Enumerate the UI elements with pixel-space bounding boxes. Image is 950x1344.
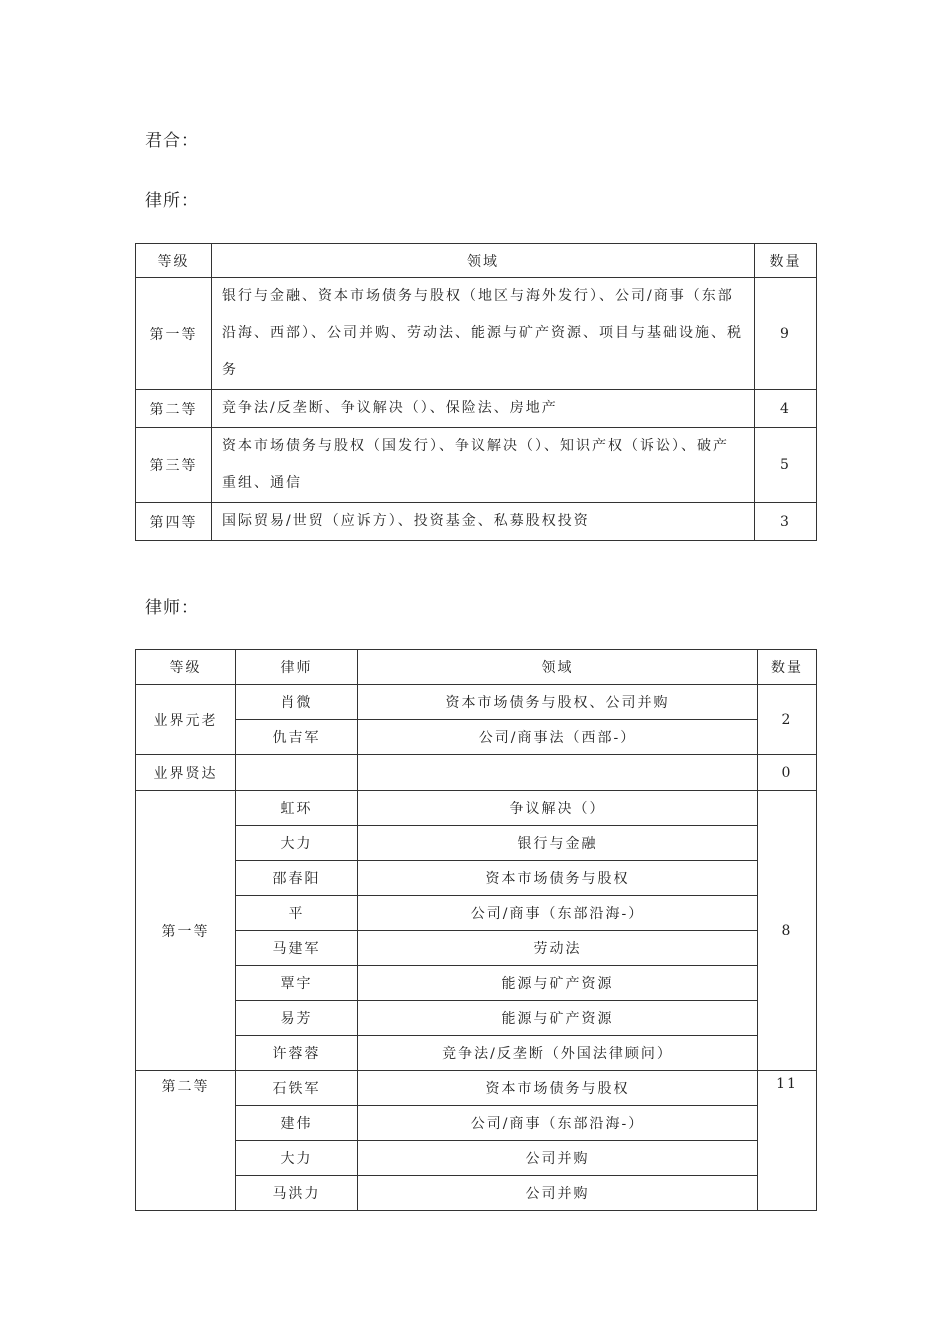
table-row xyxy=(136,826,817,861)
fields-cell: 国际贸易/世贸（应诉方）、投资基金、私募股权投资 xyxy=(212,503,755,541)
grade-cell: 第三等 xyxy=(136,428,212,503)
field-cell: 银行与金融 xyxy=(358,826,758,861)
lawyer-name-cell: 覃宇 xyxy=(236,966,358,1001)
table-row xyxy=(136,1071,817,1106)
count-cell: 2 xyxy=(758,685,817,755)
table-row xyxy=(136,720,817,755)
table-header-row xyxy=(136,650,817,685)
table-row xyxy=(136,966,817,1001)
lawyer-name-cell: 大力 xyxy=(236,826,358,861)
lawyer-name-cell xyxy=(236,755,358,791)
table-row xyxy=(136,685,817,720)
field-cell: 公司/商事法（西部-） xyxy=(358,720,758,755)
table-row xyxy=(136,503,817,541)
field-cell: 公司/商事（东部沿海-） xyxy=(358,896,758,931)
header-fields: 领域 xyxy=(212,244,755,278)
table-row xyxy=(136,278,817,390)
lawyer-name-cell: 马建军 xyxy=(236,931,358,966)
lawyer-name-cell: 肖微 xyxy=(236,685,358,720)
lawyer-name-cell: 马洪力 xyxy=(236,1176,358,1211)
lawyer-name-cell: 易芳 xyxy=(236,1001,358,1036)
table-row xyxy=(136,861,817,896)
field-cell: 公司并购 xyxy=(358,1141,758,1176)
table-row xyxy=(136,1176,817,1211)
count-cell: 8 xyxy=(758,791,817,1071)
lawyer-name-cell: 虹环 xyxy=(236,791,358,826)
header-count: 数量 xyxy=(758,650,817,685)
heading-junhe: 君合： xyxy=(145,131,199,151)
grade-cell: 第一等 xyxy=(136,278,212,390)
field-cell xyxy=(358,755,758,791)
header-lawyer: 律师 xyxy=(236,650,358,685)
lawyer-name-cell: 邵春阳 xyxy=(236,861,358,896)
grade-cell: 第四等 xyxy=(136,503,212,541)
grade-cell: 业界元老 xyxy=(136,685,236,755)
grade-cell: 第二等 xyxy=(136,1071,236,1211)
count-cell: 9 xyxy=(755,278,817,390)
firm-ranking-table xyxy=(135,243,817,541)
table-row xyxy=(136,390,817,428)
field-cell: 竞争法/反垄断（外国法律顾问） xyxy=(358,1036,758,1071)
table-row xyxy=(136,1001,817,1036)
lawyer-name-cell: 许蓉蓉 xyxy=(236,1036,358,1071)
grade-cell: 第二等 xyxy=(136,390,212,428)
table-row xyxy=(136,1141,817,1176)
grade-cell: 第一等 xyxy=(136,791,236,1071)
field-cell: 公司并购 xyxy=(358,1176,758,1211)
count-cell: 3 xyxy=(755,503,817,541)
fields-cell: 资本市场债务与股权（国发行）、争议解决（）、知识产权（诉讼）、破产重组、通信 xyxy=(212,428,755,503)
header-fields: 领域 xyxy=(358,650,758,685)
count-cell: 4 xyxy=(755,390,817,428)
table-header-row xyxy=(136,244,817,278)
fields-cell: 银行与金融、资本市场债务与股权（地区与海外发行）、公司/商事（东部沿海、西部）、公司并购、劳动法、能源与矿产资源、项目与基础设施、税务 xyxy=(212,278,755,390)
lawyer-name-cell: 建伟 xyxy=(236,1106,358,1141)
lawyer-name-cell: 平 xyxy=(236,896,358,931)
count-cell: 0 xyxy=(758,755,817,791)
table-row xyxy=(136,1036,817,1071)
table-row xyxy=(136,896,817,931)
lawyer-ranking-table xyxy=(135,649,817,1211)
heading-law-firm: 律所： xyxy=(145,191,199,211)
field-cell: 争议解决（） xyxy=(358,791,758,826)
header-count: 数量 xyxy=(755,244,817,278)
field-cell: 公司/商事（东部沿海-） xyxy=(358,1106,758,1141)
header-grade: 等级 xyxy=(136,244,212,278)
field-cell: 能源与矿产资源 xyxy=(358,1001,758,1036)
lawyer-name-cell: 大力 xyxy=(236,1141,358,1176)
field-cell: 资本市场债务与股权 xyxy=(358,861,758,896)
table-row xyxy=(136,428,817,503)
table-row xyxy=(136,931,817,966)
count-cell: 11 xyxy=(758,1071,817,1211)
lawyer-name-cell: 石铁军 xyxy=(236,1071,358,1106)
field-cell: 资本市场债务与股权、公司并购 xyxy=(358,685,758,720)
table-row xyxy=(136,791,817,826)
field-cell: 资本市场债务与股权 xyxy=(358,1071,758,1106)
table-row xyxy=(136,1106,817,1141)
field-cell: 能源与矿产资源 xyxy=(358,966,758,1001)
fields-cell: 竞争法/反垄断、争议解决（）、保险法、房地产 xyxy=(212,390,755,428)
lawyer-name-cell: 仇吉军 xyxy=(236,720,358,755)
field-cell: 劳动法 xyxy=(358,931,758,966)
header-grade: 等级 xyxy=(136,650,236,685)
heading-lawyers: 律师： xyxy=(145,598,199,618)
count-cell: 5 xyxy=(755,428,817,503)
table-row xyxy=(136,755,817,791)
grade-cell: 业界贤达 xyxy=(136,755,236,791)
